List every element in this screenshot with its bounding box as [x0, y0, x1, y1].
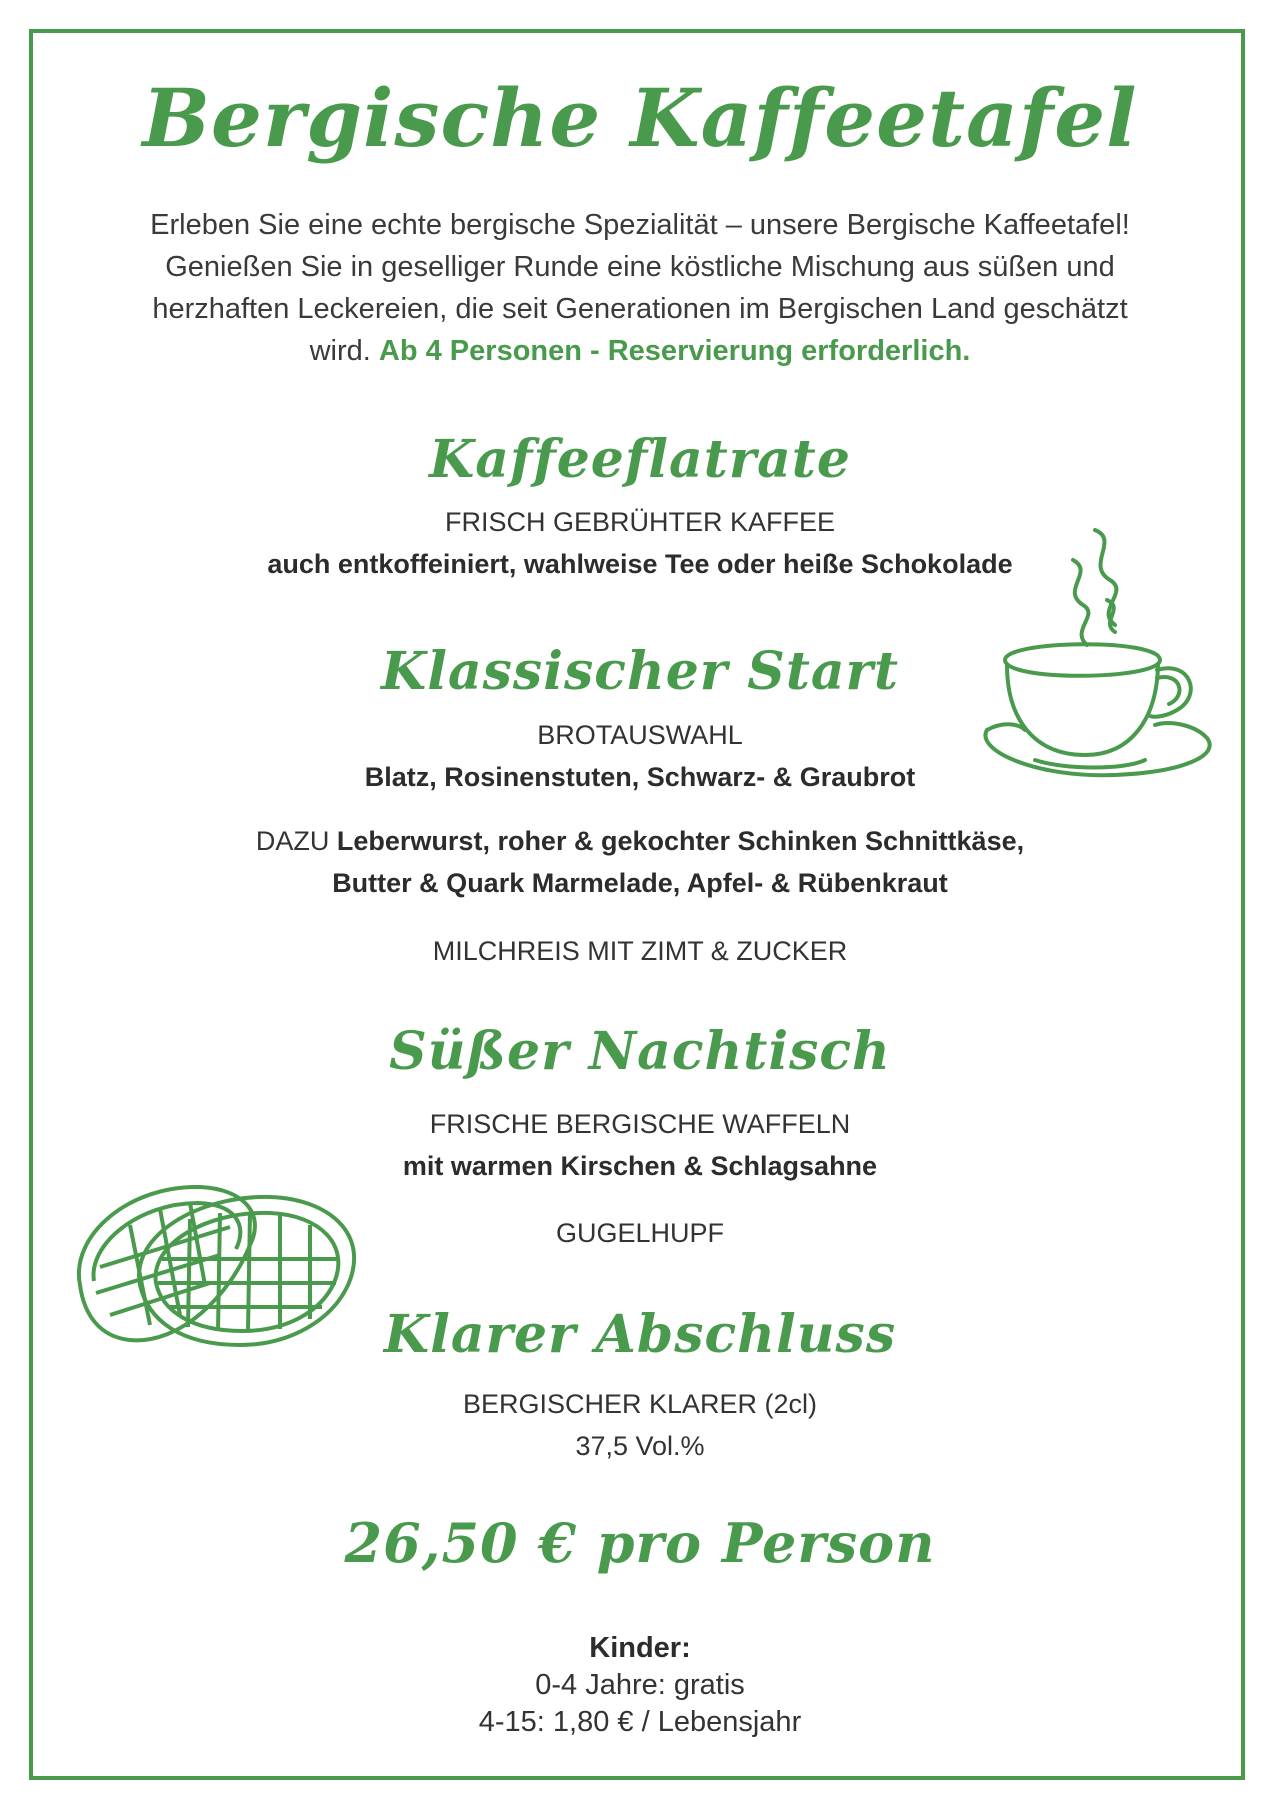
start-caps: BROTAUSWAHL	[537, 720, 743, 750]
nachtisch-caps: FRISCHE BERGISCHE WAFFELN	[429, 1109, 851, 1139]
dazu-block	[0, 820, 1280, 904]
intro-paragraph	[0, 204, 1280, 372]
gugelhupf: GUGELHUPF	[555, 1218, 725, 1248]
page-title: Bergische Kaffeetafel	[142, 71, 1138, 165]
section-heading-klarer-abschluss: Klarer Abschluss	[383, 1304, 897, 1365]
price: 26,50 € pro Person	[344, 1511, 936, 1575]
intro-text: Erleben Sie eine echte bergische Spezialität – unsere Bergische Kaffeetafel! Genießen Sie in geselliger Runde eine köstliche Mischung aus süßen und herzhaften Leckereien, die seit Generationen im Bergischen Land geschätzt wird.	[150, 209, 1130, 367]
dazu-line1: Leberwurst, roher & gekochter Schinken Schnittkäse,	[336, 826, 1025, 856]
abschluss-vol: 37,5 Vol.%	[575, 1431, 705, 1461]
section-heading-suesser-nachtisch: Süßer Nachtisch	[389, 1021, 891, 1082]
abschluss-caps: BERGISCHER KLARER (2cl)	[462, 1389, 818, 1419]
dazu-prefix: DAZU	[255, 826, 330, 856]
kids-line1: 0-4 Jahre: gratis	[535, 1669, 745, 1701]
dazu-line2: Butter & Quark Marmelade, Apfel- & Rübenkraut	[332, 868, 948, 898]
nachtisch-detail: mit warmen Kirschen & Schlagsahne	[402, 1151, 878, 1181]
section-heading-kaffeeflatrate: Kaffeeflatrate	[429, 429, 851, 490]
kaffee-caps: FRISCH GEBRÜHTER KAFFEE	[444, 507, 836, 537]
waffles-icon	[70, 1175, 390, 1355]
kids-line2: 4-15: 1,80 € / Lebensjahr	[478, 1706, 802, 1738]
coffee-cup-icon	[945, 520, 1225, 790]
start-detail: Blatz, Rosinenstuten, Schwarz- & Graubrot	[364, 762, 916, 792]
section-heading-klassischer-start: Klassischer Start	[381, 641, 899, 702]
reservation-note: Ab 4 Personen - Reservierung erforderlich.	[378, 335, 971, 367]
milchreis: MILCHREIS MIT ZIMT & ZUCKER	[432, 936, 848, 966]
kaffee-detail: auch entkoffeiniert, wahlweise Tee oder heiße Schokolade	[267, 549, 1013, 579]
kids-pricing	[0, 1630, 1280, 1741]
kids-label: Kinder:	[589, 1632, 691, 1664]
